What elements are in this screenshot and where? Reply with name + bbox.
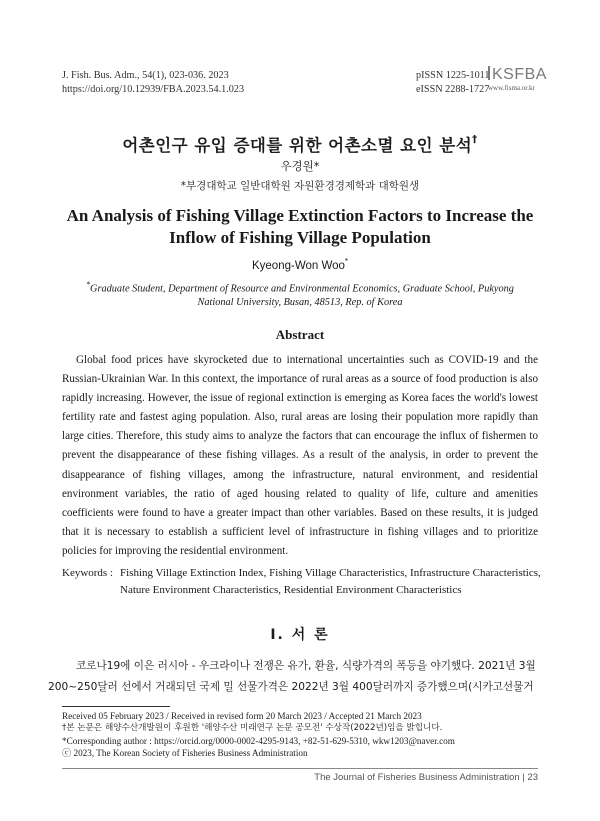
footer-journal: The Journal of Fisheries Business Administration [314,772,520,783]
keywords-line1: Fishing Village Extinction Index, Fishing Village Characteristics, Infrastructure Characteristics, [120,567,541,579]
abstract-heading: Abstract [275,327,325,342]
section-heading-introduction: I. 서 론 [270,627,330,643]
abstract-text: Global food prices have skyrocketed due to international uncertainties such as COVID-19 and the Russian-Ukrainian War. In this context, the importance of rural areas as a source of food production is also rapidly increasing. However, the issue of regional extinction is emerging as Korea faces the world's lowest fertility rate and fastest aging population. Also, rural areas are losing their population more rapidly than large cities. Therefore, this study aims to analyze the factors that can encourage the influx of fishermen to prevent the disappearance of these fishing villages. As a result of the analysis, in order to prevent the disappearance of fishing villages, among the infrastructure, natural environment, and residential environment variables, the ratio of aged housing related to quality of life, culture and amenities coefficients were found to have a greater impact than other variables. Based on these results, it is judged that it is necessary to establish a sufficient level of infrastructure in fishing villages and to prioritize policies for improving the residential environment. [62,354,538,557]
eissn: eISSN 2288-1727 [416,84,490,95]
journal-line: J. Fish. Bus. Adm., 54(1), 023-036. 2023 [62,70,229,81]
korean-title-text: 어촌인구 유입 증대를 위한 어촌소멸 요인 분석 [122,136,473,155]
logo-text: KSFBA [488,66,547,84]
footnotes [62,710,455,760]
received-dates: Received 05 February 2023 / Received in revised form 20 March 2023 / Accepted 21 March 2023 [62,711,422,721]
affil-mark: * [86,280,91,289]
page-bottom-divider [62,768,538,769]
keywords [62,565,542,599]
korean-affiliation: *부경대학교 일반대학원 자원환경경제학과 대학원생 [180,180,420,192]
doi-link[interactable]: https://doi.org/10.12939/FBA.2023.54.1.023 [62,84,245,95]
journal-logo [488,66,547,92]
body-text [48,656,540,698]
footnote-divider [62,706,170,707]
korean-author: 우경원* [280,159,320,173]
english-affiliation: *Graduate Student, Department of Resource and Environmental Economics, Graduate School, Pukyong National University, Busan, 48513, Rep. of Korea [86,280,514,308]
pissn: pISSN 1225-1011 [416,70,490,81]
body-line-1: 코로나19에 이은 러시아 - 우크라이나 전쟁은 유가, 환율, 식량가격의 폭등을 야기했다. 2021년 3월 [76,660,536,672]
korean-title [0,132,600,156]
keywords-label: Keywords : [62,567,114,579]
author-mark: * [344,257,349,266]
journal-citation [62,69,244,97]
keywords-line2: Nature Environment Characteristics, Residential Environment Characteristics [120,584,462,596]
page-footer: The Journal of Fisheries Business Administration | 23 [314,772,538,783]
title-footnote-mark: † [472,134,478,145]
english-title: An Analysis of Fishing Village Extinction Factors to Increase the Inflow of Fishing Village Population [66,206,534,247]
english-author: Kyeong-Won Woo* [251,257,349,272]
body-line-2: 200~250달러 선에서 거래되던 국제 밀 선물가격은 2022년 3월 400달러까지 증가했으며(시카고선물거 [48,681,534,693]
issn-block [416,69,490,97]
logo-url: www.fisma.or.kr [488,84,535,92]
copyright: ⓒ 2023, The Korean Society of Fisheries Business Administration [62,748,308,759]
corresponding-author: *Corresponding author : https://orcid.org/0000-0002-4295-9143, +82-51-629-5310, wkw1203@naver.com [62,735,455,746]
funding-note: †본 논문은 해양수산개발원이 후원한 '해양수산 미래연구 논문 공모전' 수상작(2022년)임을 밝힙니다. [62,723,443,734]
page-number: 23 [527,772,538,783]
